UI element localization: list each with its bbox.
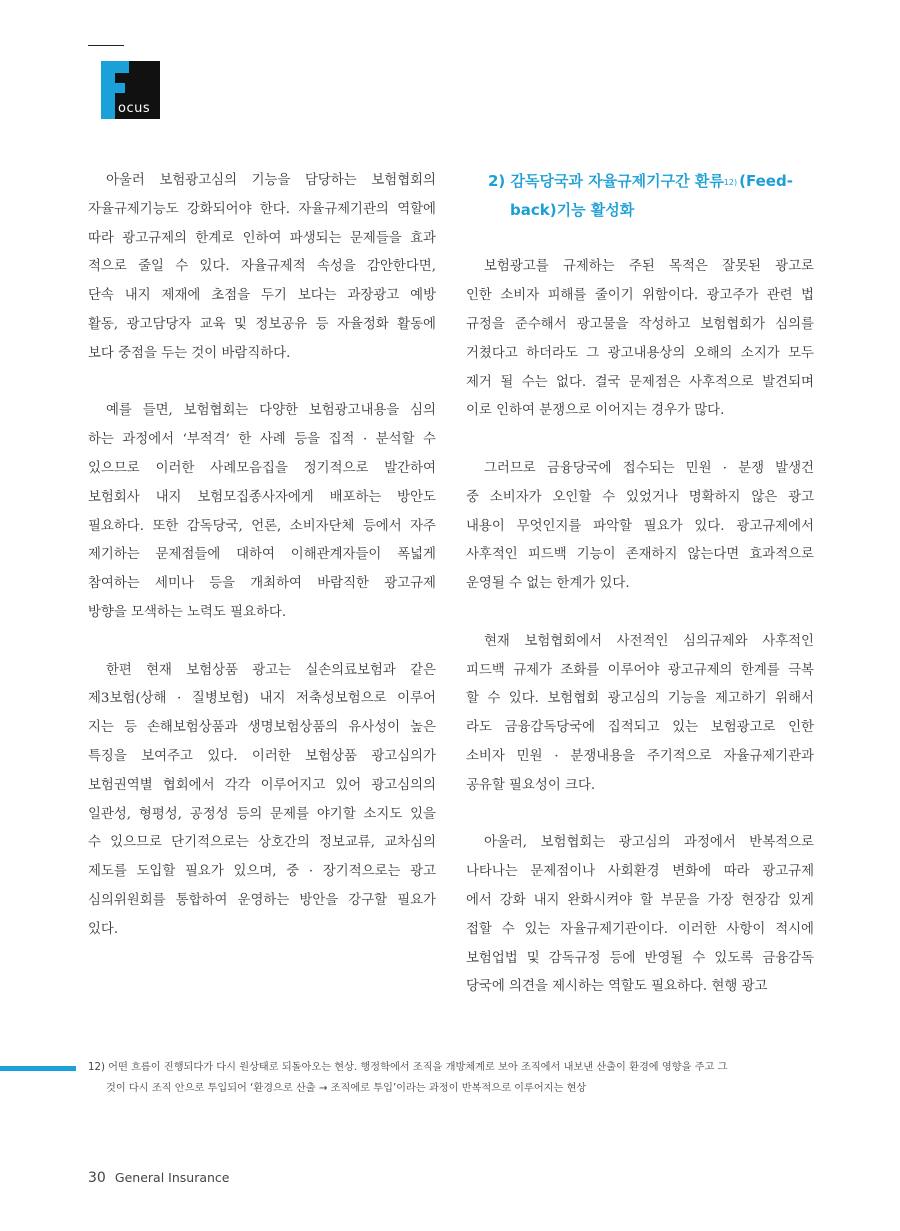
- footnote-line: 12) 어떤 흐름이 진행되다가 다시 원상태로 되돌아오는 현상. 행정학에서 조직을 개방체계로 보아 조직에서 내보낸 산출이 환경에 영향을 주고 그: [88, 1062, 728, 1073]
- paragraph-line: 따라 광고규제의 한계로 인하여 파생되는 문제들을 효과: [88, 230, 436, 246]
- paragraph-line: 공유할 필요성이 크다.: [466, 777, 596, 793]
- logo-f-top-bar: [101, 61, 129, 73]
- paragraph-line: 내용이 무엇인지를 파악할 필요가 있다. 광고규제에서: [466, 518, 814, 534]
- paragraph-line: 보다 중점을 두는 것이 바람직하다.: [88, 345, 291, 361]
- paragraph-line: 중 소비자가 오인할 수 있었거나 명확하지 않은 광고: [466, 489, 814, 505]
- paragraph-line: 아울러 보험광고심의 기능을 담당하는 보험협회의: [106, 173, 436, 188]
- paragraph: [88, 657, 436, 945]
- paragraph-line: 소비자 민원 · 분쟁내용을 주기적으로 자율규제기관과: [466, 748, 814, 764]
- paragraph-line: 나타나는 문제점이나 사회환경 변화에 따라 광고규제: [466, 864, 814, 880]
- footnote-line: 것이 다시 조직 안으로 투입되어 ‘환경으로 산출 → 조직에로 투입’이라는 과정이 반복적으로 이루어지는 현상: [106, 1083, 587, 1094]
- paragraph-line: 제거 될 수는 없다. 결국 문제점은 사후적으로 발견되며: [466, 374, 814, 390]
- heading-text: 2) 감독당국과 자율규제기구간 환류: [488, 172, 724, 190]
- page-footer: [88, 1167, 230, 1186]
- right-column-body: [466, 253, 814, 1002]
- logo-f-mid-bar: [101, 83, 125, 93]
- paragraph-line: 아울러, 보험협회는 광고심의 과정에서 반복적으로: [484, 835, 814, 851]
- paragraph-line: 방향을 모색하는 노력도 필요하다.: [88, 604, 287, 620]
- footnote: [88, 1057, 830, 1099]
- paragraph-line: 인한 소비자 피해를 줄이기 위함이다. 광고주가 관련 법: [466, 288, 814, 304]
- page-number: 30: [88, 1170, 106, 1186]
- paragraph-line: 규정을 준수해서 광고물을 작성하고 보험협회가 심의를: [466, 316, 814, 332]
- paragraph-line: 제도를 도입할 필요가 있으며, 중 · 장기적으로는 광고: [88, 864, 436, 880]
- paragraph-line: 하는 과정에서 ‘부적격’ 한 사례 등을 집적 · 분석할 수: [88, 432, 436, 448]
- paragraph-line: 이로 인하여 분쟁으로 이어지는 경우가 많다.: [466, 403, 725, 419]
- section-heading: [466, 167, 814, 225]
- paragraph-line: 운영될 수 없는 한계가 있다.: [466, 576, 630, 592]
- paragraph-line: 적으로 줄일 수 있다. 자율규제적 속성을 감안한다면,: [88, 259, 436, 275]
- paragraph-line: 단속 내지 제재에 초점을 두기 보다는 과장광고 예방: [88, 288, 436, 304]
- paragraph: [466, 628, 814, 801]
- logo-rule: [88, 45, 124, 46]
- paragraph: [466, 253, 814, 426]
- section-heading-line1: [466, 167, 814, 196]
- paragraph-line: 보험회사 내지 보험모집종사자에게 배포하는 방안도: [88, 489, 436, 505]
- paragraph: [88, 167, 436, 369]
- paragraph-line: 심의위원회를 통합하여 운영하는 방안을 강구할 필요가: [88, 892, 436, 908]
- paragraph-line: 피드백 규제가 조화를 이루어야 광고규제의 한계를 극복: [466, 662, 814, 678]
- magazine-name: General Insurance: [114, 1170, 230, 1185]
- paragraph-line: 활동, 광고담당자 교육 및 정보공유 등 자율정화 활동에: [88, 316, 436, 332]
- paragraph-line: 자율규제기능도 강화되어야 한다. 자율규제기관의 역할에: [88, 201, 436, 217]
- paragraph-line: 당국에 의견을 제시하는 역할도 필요하다. 현행 광고: [466, 979, 768, 995]
- right-column: [466, 167, 814, 1002]
- left-column: [88, 167, 436, 945]
- focus-logo: [88, 45, 160, 119]
- paragraph-line: 현재 보험협회에서 사전적인 심의규제와 사후적인: [484, 633, 814, 649]
- section-heading-line2: back)기능 활성화: [510, 200, 635, 219]
- paragraph-line: 사후적인 피드백 기능이 존재하지 않는다면 효과적으로: [466, 547, 814, 563]
- paragraph-line: 할 수 있다. 보험협회 광고심의 기능을 제고하기 위해서: [466, 691, 814, 707]
- paragraph-line: 에서 강화 내지 완화시켜야 할 부문을 가장 현장감 있게: [466, 892, 814, 908]
- paragraph-line: 보험권역별 협회에서 각각 이루어지고 있어 광고심의의: [88, 777, 436, 793]
- paragraph: [466, 455, 814, 599]
- paragraph-line: 예를 들면, 보험협회는 다양한 보험광고내용을 심의: [106, 403, 436, 419]
- paragraph-line: 그러므로 금융당국에 접수되는 민원 · 분쟁 발생건: [484, 460, 814, 476]
- paragraph-line: 필요하다. 또한 감독당국, 언론, 소비자단체 등에서 자주: [88, 518, 436, 534]
- paragraph-line: 제기하는 문제점들에 대하여 이해관계자들이 폭넓게: [88, 547, 436, 563]
- paragraph-line: 보험광고를 규제하는 주된 목적은 잘못된 광고로: [484, 259, 814, 275]
- paragraph-line: 수 있으므로 단기적으로는 상호간의 정보교류, 교차심의: [88, 835, 436, 851]
- paragraph-line: 라도 금융감독당국에 집적되고 있는 보험광고로 인한: [466, 720, 814, 736]
- paragraph-line: 있다.: [88, 921, 119, 937]
- paragraph-line: 접할 수 있는 자율규제기관이다. 이러한 사항이 적시에: [466, 921, 814, 937]
- footnote-ref[interactable]: 12): [723, 178, 738, 187]
- paragraph-line: 있으므로 이러한 사례모음집을 정기적으로 발간하여: [88, 460, 436, 476]
- paragraph-line: 일관성, 형평성, 공정성 등의 문제를 야기할 소지도 있을: [88, 806, 436, 822]
- footnote-accent-bar: [0, 1066, 76, 1071]
- heading-text-cont: (Feed-: [739, 172, 793, 190]
- paragraph: [466, 829, 814, 1002]
- paragraph-line: 한편 현재 보험상품 광고는 실손의료보험과 같은: [106, 662, 436, 678]
- paragraph: [88, 397, 436, 627]
- paragraph-line: 지는 등 손해보험상품과 생명보험상품의 유사성이 높은: [88, 720, 436, 736]
- logo-text: ocus: [118, 101, 151, 116]
- paragraph-line: 보험업법 및 감독규정 등에 반영될 수 있도록 금융감독: [466, 950, 814, 966]
- paragraph-line: 거쳤다고 하더라도 그 광고내용상의 오해의 소지가 모두: [466, 345, 814, 361]
- paragraph-line: 특징을 보여주고 있다. 이러한 보험상품 광고심의가: [88, 748, 436, 764]
- paragraph-line: 제3보험(상해 · 질병보험) 내지 저축성보험으로 이루어: [88, 691, 436, 707]
- paragraph-line: 참여하는 세미나 등을 개최하여 바람직한 광고규제: [88, 576, 436, 592]
